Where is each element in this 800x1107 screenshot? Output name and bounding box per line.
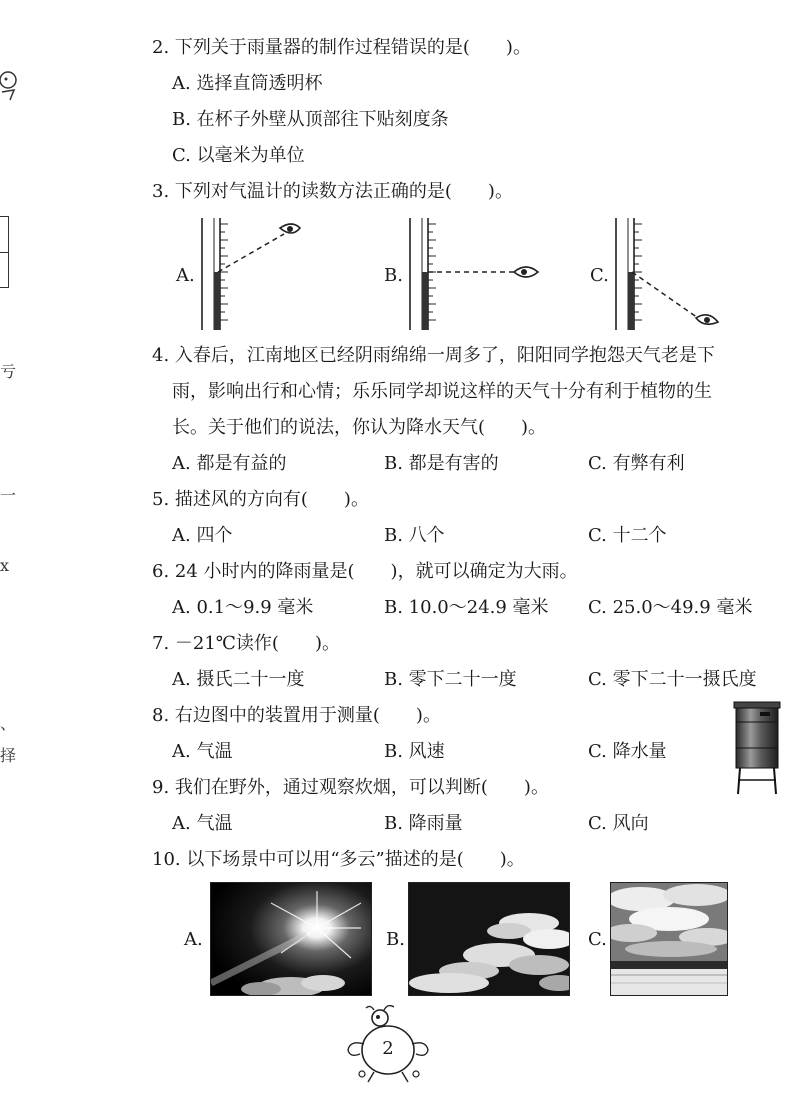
question-8-stem: 8. 右边图中的装置用于测量( )。: [152, 705, 441, 726]
question-6-option-c[interactable]: C. 25.0～49.9 毫米: [588, 597, 753, 618]
question-8-options: [172, 740, 712, 764]
question-9-option-b[interactable]: B. 降雨量: [384, 813, 463, 834]
margin-fragment: x: [0, 556, 10, 575]
thermometer-c-figure: [610, 214, 730, 338]
margin-fragment: 一: [0, 486, 17, 505]
question-4-stem-line-3: 长。关于他们的说法，你认为降水天气( )。: [172, 417, 547, 438]
question-3-stem: 3. 下列对气温计的读数方法正确的是( )。: [152, 181, 513, 202]
clouds-photo-image: [409, 883, 569, 995]
photo-a-sunny-sky[interactable]: [210, 882, 372, 996]
question-7-stem: 7. －21℃读作( )。: [152, 633, 340, 654]
sea-clouds-photo-image: [611, 883, 727, 995]
question-5-options: [172, 524, 792, 548]
question-6-option-b[interactable]: B. 10.0～24.9 毫米: [384, 597, 549, 618]
question-5-option-b[interactable]: B. 八个: [384, 525, 445, 546]
margin-decoration: [0, 62, 22, 106]
photo-b-label[interactable]: B.: [386, 929, 405, 950]
question-7-options: [172, 668, 792, 692]
question-4-option-c[interactable]: C. 有弊有利: [588, 453, 685, 474]
question-2-stem: 2. 下列关于雨量器的制作过程错误的是( )。: [152, 37, 531, 58]
question-9-stem: 9. 我们在野外，通过观察炊烟，可以判断( )。: [152, 777, 549, 798]
page-number-ornament: [338, 1004, 438, 1084]
question-4-stem-line-1: 4. 入春后，江南地区已经阴雨绵绵一周多了，阳阳同学抱怨天气老是下: [152, 345, 715, 366]
question-4-stem-line-2: 雨，影响出行和心情；乐乐同学却说这样的天气十分有利于植物的生: [172, 381, 712, 402]
question-2-option-b[interactable]: B. 在杯子外壁从顶部往下贴刻度条: [172, 109, 449, 130]
question-6-options: [172, 596, 792, 620]
question-9-options: [172, 812, 792, 836]
thermometer-b-figure: [404, 214, 544, 334]
thermometer-b-label[interactable]: B.: [384, 265, 403, 286]
question-8-option-a[interactable]: A. 气温: [172, 741, 233, 762]
photo-a-label[interactable]: A.: [184, 929, 203, 950]
question-4-option-a[interactable]: A. 都是有益的: [172, 453, 287, 474]
question-10-stem: 10. 以下场景中可以用“多云”描述的是( )。: [152, 849, 525, 870]
question-9-option-c[interactable]: C. 风向: [588, 813, 649, 834]
photo-c-label[interactable]: C.: [588, 929, 607, 950]
margin-fragment: 亏: [0, 362, 17, 381]
margin-box-divider: [0, 252, 8, 253]
question-7-option-b[interactable]: B. 零下二十一度: [384, 669, 517, 690]
margin-fragment: 择: [0, 746, 17, 765]
question-8-option-c[interactable]: C. 降水量: [588, 741, 667, 762]
question-5-option-a[interactable]: A. 四个: [172, 525, 233, 546]
question-9-option-a[interactable]: A. 气温: [172, 813, 233, 834]
question-6-option-a[interactable]: A. 0.1～9.9 毫米: [172, 597, 314, 618]
question-5-stem: 5. 描述风的方向有( )。: [152, 489, 369, 510]
margin-fragment: 、: [0, 714, 17, 733]
photo-c-overcast-sea[interactable]: [610, 882, 728, 996]
question-2-option-c[interactable]: C. 以毫米为单位: [172, 145, 305, 166]
thermometer-c-label[interactable]: C.: [590, 265, 609, 286]
question-7-option-c[interactable]: C. 零下二十一摄氏度: [588, 669, 757, 690]
question-5-option-c[interactable]: C. 十二个: [588, 525, 667, 546]
rain-gauge-device-image: [730, 700, 786, 796]
question-4-option-b[interactable]: B. 都是有害的: [384, 453, 499, 474]
page-number: 2: [382, 1038, 394, 1059]
thermometer-a-figure: [196, 214, 306, 334]
thermometer-a-label[interactable]: A.: [176, 265, 195, 286]
question-8-option-b[interactable]: B. 风速: [384, 741, 445, 762]
cartoon-figure-icon: [0, 62, 22, 102]
question-7-option-a[interactable]: A. 摄氏二十一度: [172, 669, 305, 690]
question-2-option-a[interactable]: A. 选择直筒透明杯: [172, 73, 323, 94]
photo-b-cloudy-sky[interactable]: [408, 882, 570, 996]
sun-photo-image: [211, 883, 371, 995]
question-4-options: [172, 452, 792, 476]
question-6-stem: 6. 24 小时内的降雨量是( )，就可以确定为大雨。: [152, 561, 578, 582]
